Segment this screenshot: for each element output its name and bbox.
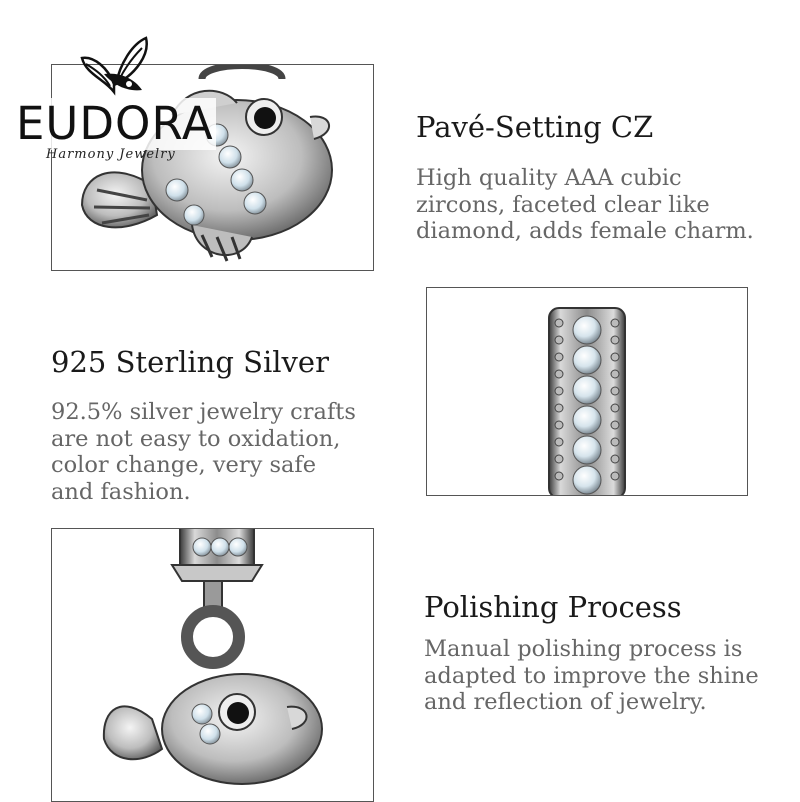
feature-line: diamond, adds female charm. (416, 218, 754, 244)
feature-line: adapted to improve the shine (424, 662, 759, 689)
product-photo-dangle (51, 528, 374, 802)
feature-line: zircons, faceted clear like (416, 191, 710, 218)
feature-line: and reflection of jewelry. (424, 689, 707, 715)
feature-text-polishing (424, 636, 759, 716)
feature-heading-pave: Pavé-Setting CZ (416, 110, 654, 144)
feature-text-silver (51, 399, 356, 505)
feature-heading-silver: 925 Sterling Silver (51, 345, 329, 379)
feature-text-pave (416, 165, 754, 245)
feature-line: and fashion. (51, 478, 191, 505)
product-photo-band (426, 287, 748, 496)
feature-line: 92.5% silver jewelry crafts (51, 399, 356, 425)
brand-name: EUDORA (16, 97, 214, 150)
brand-tagline: Harmony Jewelry (46, 147, 176, 162)
feature-line: color change, very safe (51, 452, 317, 478)
feature-line: are not easy to oxidation, (51, 425, 341, 452)
butterfly-icon (74, 34, 154, 96)
feature-line: Manual polishing process is (424, 636, 743, 662)
feature-line: High quality AAA cubic (416, 165, 682, 191)
feature-heading-polishing: Polishing Process (424, 590, 682, 624)
